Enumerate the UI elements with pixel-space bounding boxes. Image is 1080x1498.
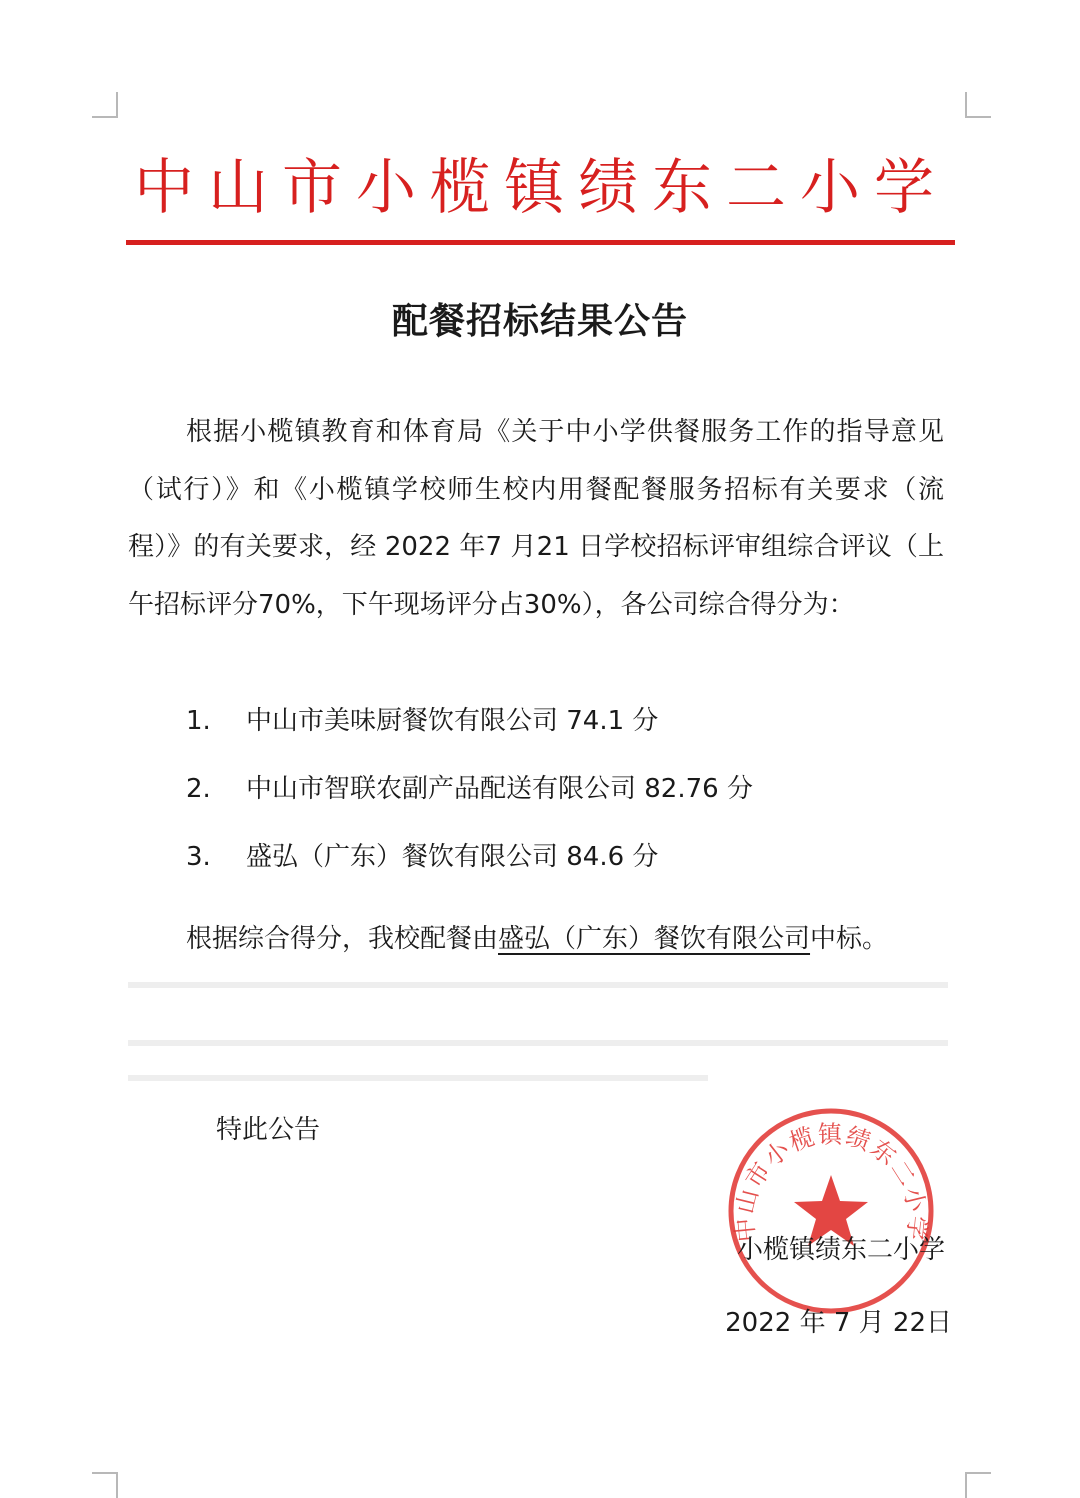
document-date: 2022 年 7 月 22日 xyxy=(725,1308,952,1338)
signature-unit: 小榄镇绩东二小学 xyxy=(736,1235,945,1265)
faded-line xyxy=(128,1040,948,1046)
crop-mark-top-right xyxy=(965,92,991,118)
list-item-number: 1. xyxy=(186,706,211,736)
crop-mark-bottom-left xyxy=(92,1472,118,1498)
result-suffix: 中标。 xyxy=(810,924,889,954)
closing-remark: 特此公告 xyxy=(216,1115,321,1145)
list-item-text: 中山市美味厨餐饮有限公司 74.1 分 xyxy=(246,706,659,736)
official-seal xyxy=(725,1105,937,1317)
list-item-text: 盛弘（广东）餐饮有限公司 84.6 分 xyxy=(246,842,659,872)
list-item xyxy=(186,692,753,760)
letterhead: 中山市小榄镇绩东二小学 xyxy=(134,153,948,223)
crop-mark-bottom-right xyxy=(965,1472,991,1498)
winning-company: 盛弘（广东）餐饮有限公司 xyxy=(498,924,811,954)
body-paragraph: 根据小榄镇教育和体育局《关于中小学供餐服务工作的指导意见（试行）》和《小榄镇学校师生校内用餐配餐服务招标有关要求（流程）》的有关要求，经 2022 年7 月21 日学校招标评审组综合评议（上午招标评分70%，下午现场评分占30%），各公司综合得分为： xyxy=(128,417,944,620)
faded-line xyxy=(128,1075,708,1081)
list-item-text: 中山市智联农副产品配送有限公司 82.76 分 xyxy=(246,774,753,804)
result-sentence xyxy=(186,910,888,968)
document-title: 配餐招标结果公告 xyxy=(391,301,688,342)
list-item xyxy=(186,828,753,896)
result-prefix: 根据综合得分，我校配餐由 xyxy=(186,924,499,954)
seal-text-path: 中山市小榄镇绩东二小学 xyxy=(730,1120,932,1244)
letterhead-divider xyxy=(126,240,955,245)
crop-mark-top-left xyxy=(92,92,118,118)
company-score-list xyxy=(186,692,753,896)
list-item xyxy=(186,760,753,828)
faded-line xyxy=(128,982,948,988)
list-item-number: 3. xyxy=(186,842,211,872)
list-item-number: 2. xyxy=(186,774,211,804)
